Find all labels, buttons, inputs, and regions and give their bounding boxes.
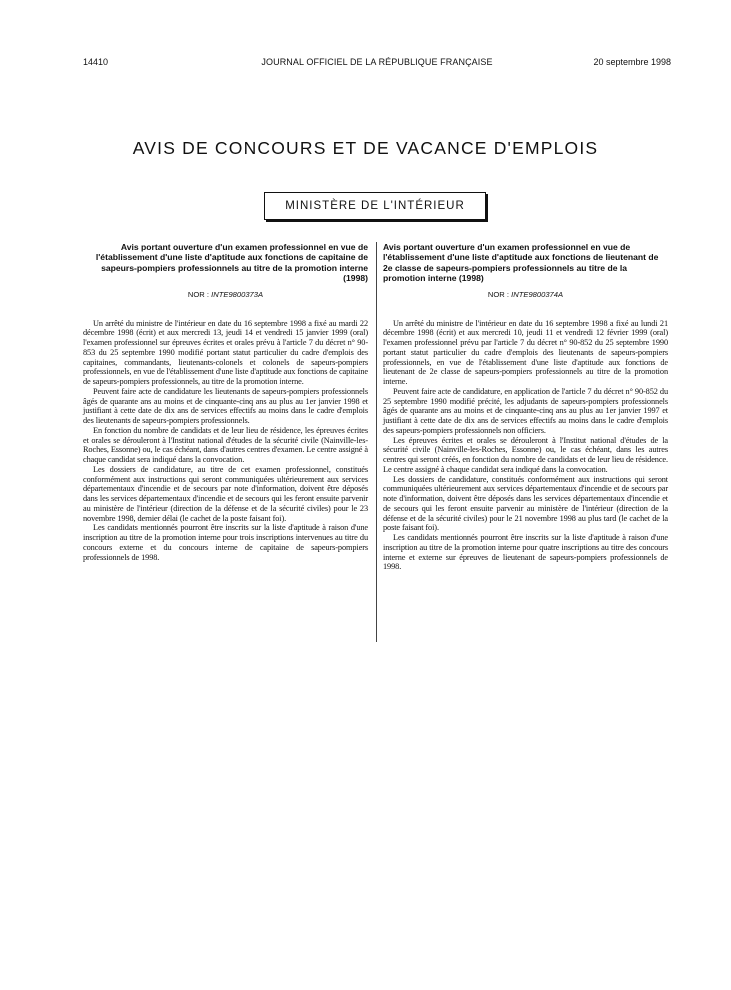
ministry-heading xyxy=(264,192,486,220)
article-body xyxy=(383,319,668,573)
page-number: 14410 xyxy=(83,57,109,67)
page-header xyxy=(83,57,671,69)
paragraph: Les candidats mentionnés pourront être inscrits sur la liste d'aptitude à raison d'une inscription au titre de la promotion interne pour quatre inscriptions au titre des concours interne et externe sur épreuves de lieutenant de sapeurs-pompiers professionnels de 1998. xyxy=(383,533,668,572)
paragraph: Peuvent faire acte de candidature, en application de l'article 7 du décret n° 90-852 du 25 septembre 1990 modifié précité, les adjudants de sapeurs-pompiers professionnels âgés de quarante ans au moins et de cinquante-cinq ans au plus au 1er janvier 1997 et justifiant à cette date de dix ans de services effectifs au moins dans le cadre d'emplois des sapeurs-pompiers professionnels non officiers. xyxy=(383,386,668,435)
article-title: Avis portant ouverture d'un examen professionnel en vue de l'établissement d'une liste d'aptitude aux fonctions de capitaine de sapeurs-pompiers professionnels au titre de la promotion interne (1998) xyxy=(95,242,368,284)
article-right xyxy=(383,242,668,572)
paragraph: Les épreuves écrites et orales se dérouleront à l'Institut national d'études de la sécurité civile (Nainville-les-Roches, Essonne) ou, le cas échéant, dans les autres centres qui seront créés, en fonction du nombre de candidats et de leur lieu de résidence. Le centre assigné à chaque candidat sera indiqué dans la convocation. xyxy=(383,435,668,474)
page-title: AVIS DE CONCOURS ET DE VACANCE D'EMPLOIS xyxy=(132,138,599,158)
paragraph: En fonction du nombre de candidats et de leur lieu de résidence, les épreuves écrites et orales se dérouleront à l'Institut national d'études de la sécurité civile (Nainville-les-Roches, Essonne) ou, le cas échéant, dans d'autres centres d'examen. Le centre assigné à chaque candidat sera indiqué dans la convocation. xyxy=(83,425,368,465)
nor-reference xyxy=(383,290,668,299)
nor-code: INTE9800374A xyxy=(511,289,564,299)
nor-code: INTE9800373A xyxy=(211,289,264,299)
paragraph: Un arrêté du ministre de l'intérieur en date du 16 septembre 1998 a fixé au mardi 22 décembre 1998 (écrit) et aux mercredi 13, jeudi 14 et vendredi 15 janvier 1999 (oral) l'examen professionnel sur épreuves écrites et orales prévu à l'article 7 du décret n° 90-853 du 25 septembre 1990 modifié portant statut particulier du cadre d'emplois des capitaines, commandants, lieutenants-colonels et colonels de sapeurs-pompiers professionnels, en vue de l'établissement d'une liste d'aptitude aux fonctions de capitaine de sapeurs-pompiers professionnels, au titre de la promotion interne. xyxy=(83,318,368,387)
paragraph: Les candidats mentionnés pourront être inscrits sur la liste d'aptitude à raison d'une inscription au titre de la promotion interne pour trois inscriptions intervenues au titre du concours externe et du concours interne de capitaine de sapeurs-pompiers professionnels de 1998. xyxy=(83,523,368,562)
paragraph: Les dossiers de candidature, au titre de cet examen professionnel, constitués conformément aux instructions qui seront communiquées ultérieurement aux services départementaux d'incendie et de secours par note d'information, doivent être déposés dans les services départementaux d'incendie et de secours qui les feront ensuite parvenir au ministère de l'intérieur (direction de la défense et de la sécurité civiles) pour le 23 novembre 1998, dernier délai (le cachet de la poste faisant foi). xyxy=(83,464,368,523)
nor-reference xyxy=(83,290,368,299)
paragraph: Peuvent faire acte de candidature les lieutenants de sapeurs-pompiers professionnels âgés de quarante ans au moins et de cinquante-cinq ans au plus au 1er janvier 1998 et justifiant à cette date de dix ans de services effectifs au moins dans le cadre d'emplois des lieutenants de sapeurs-pompiers professionnels. xyxy=(83,386,368,426)
paragraph: Les dossiers de candidature, constitués conformément aux instructions qui seront communiquées ultérieurement aux services départementaux d'incendie et de secours par note d'information, doivent être déposés dans les services départementaux d'incendie et de secours qui les feront ensuite parvenir au ministère de l'intérieur (direction de la défense et de la sécurité civiles) pour le 21 novembre 1998 au plus tard (le cachet de la poste faisant foi). xyxy=(383,474,668,533)
nor-label: NOR : xyxy=(487,289,510,299)
journal-title: JOURNAL OFFICIEL DE LA RÉPUBLIQUE FRANÇAISE xyxy=(261,57,493,67)
article-left xyxy=(83,242,368,562)
publication-date: 20 septembre 1998 xyxy=(593,57,671,67)
nor-label: NOR : xyxy=(187,289,210,299)
article-body xyxy=(83,319,368,563)
column-divider xyxy=(376,242,377,642)
ministry-label: MINISTÈRE DE L'INTÉRIEUR xyxy=(285,200,465,212)
article-title: Avis portant ouverture d'un examen professionnel en vue de l'établissement d'une liste d'aptitude aux fonctions de lieutenant de 2e classe de sapeurs-pompiers professionnels au titre de la promotion interne (1998) xyxy=(383,242,659,284)
paragraph: Un arrêté du ministre de l'intérieur en date du 16 septembre 1998 a fixé au lundi 21 décembre 1998 (écrit) et aux mercredi 10, jeudi 11 et vendredi 12 février 1999 (oral) l'examen professionnel prévu par l'article 7 du décret n° 90-852 du 25 septembre 1990 portant statut particulier du cadre d'emplois des lieutenants de sapeurs-pompiers professionnels, en vue de l'établissement d'une liste d'aptitude aux fonctions de lieutenant de 2e classe de sapeurs-pompiers professionnels au titre de la promotion interne. xyxy=(383,318,668,387)
